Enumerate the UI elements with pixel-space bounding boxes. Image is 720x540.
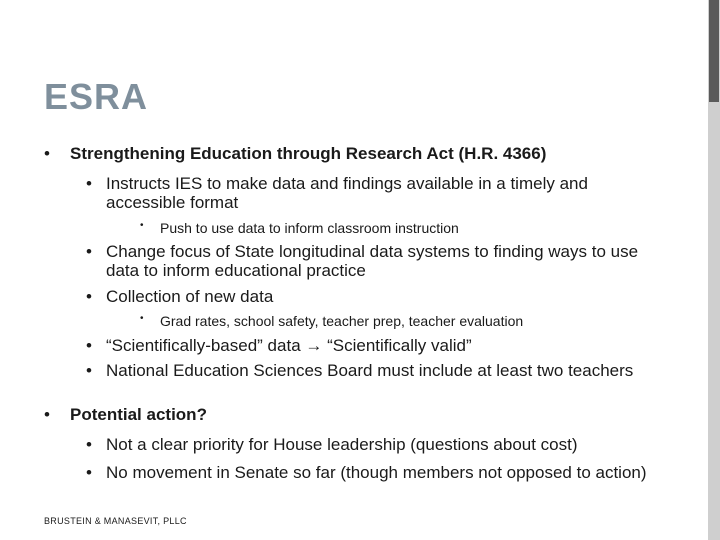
bullet-icon: • [86, 336, 92, 355]
bullet-icon: • [86, 287, 92, 306]
bullet-esra-act: Strengthening Education through Research Act (H.R. 4366) [70, 144, 547, 163]
bullet-senate-movement: No movement in Senate so far (though members not opposed to action) [106, 463, 647, 482]
bullet-icon: • [86, 242, 92, 261]
slide-footer: BRUSTEIN & MANASEVIT, PLLC [44, 516, 187, 526]
bullet-new-data: Collection of new data [106, 287, 274, 306]
scrollbar-thumb[interactable] [709, 0, 719, 102]
bullet-icon: • [44, 144, 50, 163]
scrollbar[interactable] [708, 0, 720, 540]
slide-title: ESRA [44, 76, 149, 117]
bullet-classroom-instruction: Push to use data to inform classroom instruction [160, 220, 459, 236]
bullet-house-leadership: Not a clear priority for House leadership (questions about cost) [106, 435, 578, 454]
bullet-potential-action: Potential action? [70, 405, 207, 424]
bullet-icon: • [86, 435, 92, 454]
bullet-icon: • [86, 174, 92, 193]
bullet-ies-data: Instructs IES to make data and findings available in a timely and accessible format [106, 174, 588, 212]
bullet-icon: • [86, 463, 92, 482]
bullet-scientifically-valid: “Scientifically-based” data → “Scientifically valid” [106, 336, 472, 355]
bullet-icon: • [140, 313, 144, 324]
bullet-icon: • [44, 405, 50, 424]
bullet-sciences-board: National Education Sciences Board must include at least two teachers [106, 361, 634, 380]
bullet-grad-rates: Grad rates, school safety, teacher prep, teacher evaluation [160, 313, 524, 329]
bullet-longitudinal-data: Change focus of State longitudinal data systems to finding ways to use data to inform educational practice [106, 242, 639, 280]
bullet-icon: • [140, 220, 144, 231]
bullet-icon: • [86, 361, 92, 380]
